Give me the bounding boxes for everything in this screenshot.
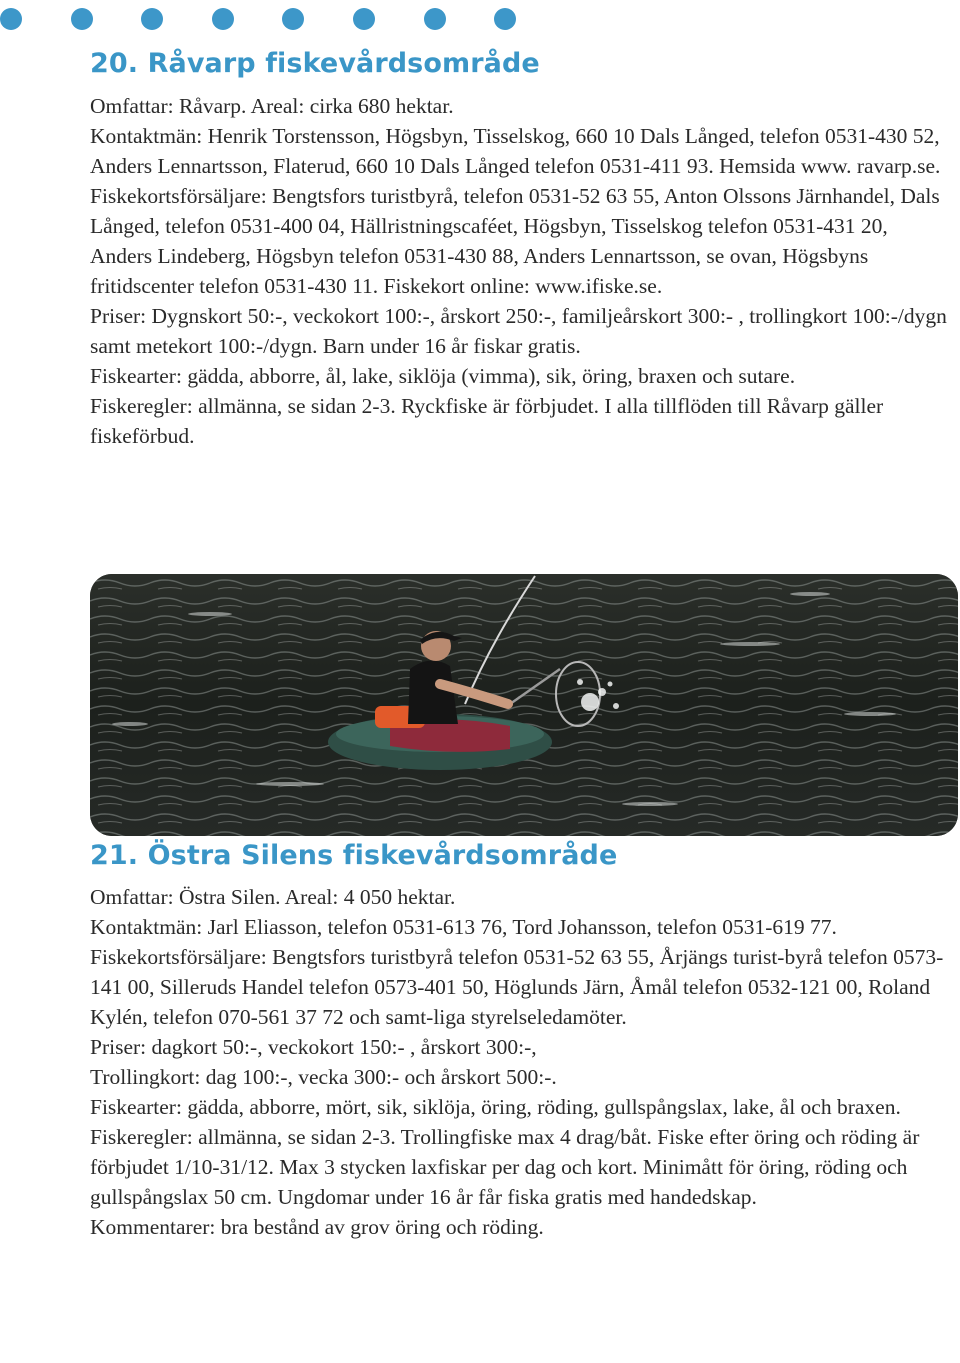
sellers-paragraph: Fiskekortsförsäljare: Bengtsfors turistbyrå, telefon 0531-52 63 55, Anton Olssons Järnhandel, Dals Långed, telefon 0531-400 04, Hällristningscaféet, Högsbyn, Tisselskog telefon 0531-431 20, Anders Lindeberg, Högsbyn telefon 0531-430 88, Anders Lennartsson, se ovan, Högsbyns fritidscenter telefon 0531-430 11. Fiskekort online: www.ifiske.se. (90, 184, 940, 298)
dot-icon (71, 8, 93, 30)
dot-icon (141, 8, 163, 30)
section-title: 21. Östra Silens fiskevårdsområde (90, 840, 618, 871)
scope-paragraph: Omfattar: Östra Silen. Areal: 4 050 hektar. (90, 885, 456, 909)
species-paragraph: Fiskearter: gädda, abborre, mört, sik, siklöja, öring, röding, gullspångslax, lake, ål och braxen. (90, 1095, 901, 1119)
fishing-photo (90, 574, 958, 836)
dot-icon (353, 8, 375, 30)
dot-icon (0, 8, 22, 30)
scope-paragraph: Omfattar: Råvarp. Areal: cirka 680 hektar. (90, 94, 454, 118)
float-tube-angler-illustration (90, 574, 958, 836)
prices-paragraph: Priser: dagkort 50:-, veckokort 150:- , årskort 300:-, (90, 1035, 537, 1059)
trolling-prices-paragraph: Trollingkort: dag 100:-, vecka 300:- och årskort 500:-. (90, 1065, 557, 1089)
dot-icon (424, 8, 446, 30)
comments-paragraph: Kommentarer: bra bestånd av grov öring och röding. (90, 1215, 544, 1239)
dot-icon (494, 8, 516, 30)
section-ravarp (90, 46, 950, 451)
section-title: 20. Råvarp fiskevårdsområde (90, 48, 540, 79)
species-paragraph: Fiskearter: gädda, abborre, ål, lake, siklöja (vimma), sik, öring, braxen och sutare. (90, 364, 796, 388)
sellers-paragraph: Fiskekortsförsäljare: Bengtsfors turistbyrå telefon 0531-52 63 55, Årjängs turist-byrå telefon 0573-141 00, Silleruds Handel telefon 0573-401 50, Höglunds Järn, Åmål telefon 0532-121 00, Roland Kylén, telefon 070-561 37 72 och samt-liga styrelseledamöter. (90, 945, 944, 1029)
dot-icon (282, 8, 304, 30)
decorative-dot-row (0, 8, 960, 32)
contacts-paragraph: Kontaktmän: Henrik Torstensson, Högsbyn, Tisselskog, 660 10 Dals Långed, telefon 0531-430 52, Anders Lennartsson, Flaterud, 660 10 Dals Långed telefon 0531-411 93. Hemsida www. ravarp.se. (90, 124, 941, 178)
rules-paragraph: Fiskeregler: allmänna, se sidan 2-3. Ryckfiske är förbjudet. I alla tillflöden till Råvarp gäller fiskeförbud. (90, 394, 884, 448)
rules-paragraph: Fiskeregler: allmänna, se sidan 2-3. Trollingfiske max 4 drag/båt. Fiske efter öring och röding är förbjudet 1/10-31/12. Max 3 stycken laxfiskar per dag och kort. Minimått för öring, röding och gullspångslax 50 cm. Ungdomar under 16 år får fiska gratis med handedskap. (90, 1125, 920, 1209)
dot-icon (212, 8, 234, 30)
contacts-paragraph: Kontaktmän: Jarl Eliasson, telefon 0531-613 76, Tord Johansson, telefon 0531-619 77. (90, 915, 837, 939)
prices-paragraph: Priser: Dygnskort 50:-, veckokort 100:-, årskort 250:-, familjeårskort 300:- , trollingkort 100:-/dygn samt metekort 100:-/dygn. Barn under 16 år fiskar gratis. (90, 304, 947, 358)
section-ostra-silen (90, 838, 950, 1242)
